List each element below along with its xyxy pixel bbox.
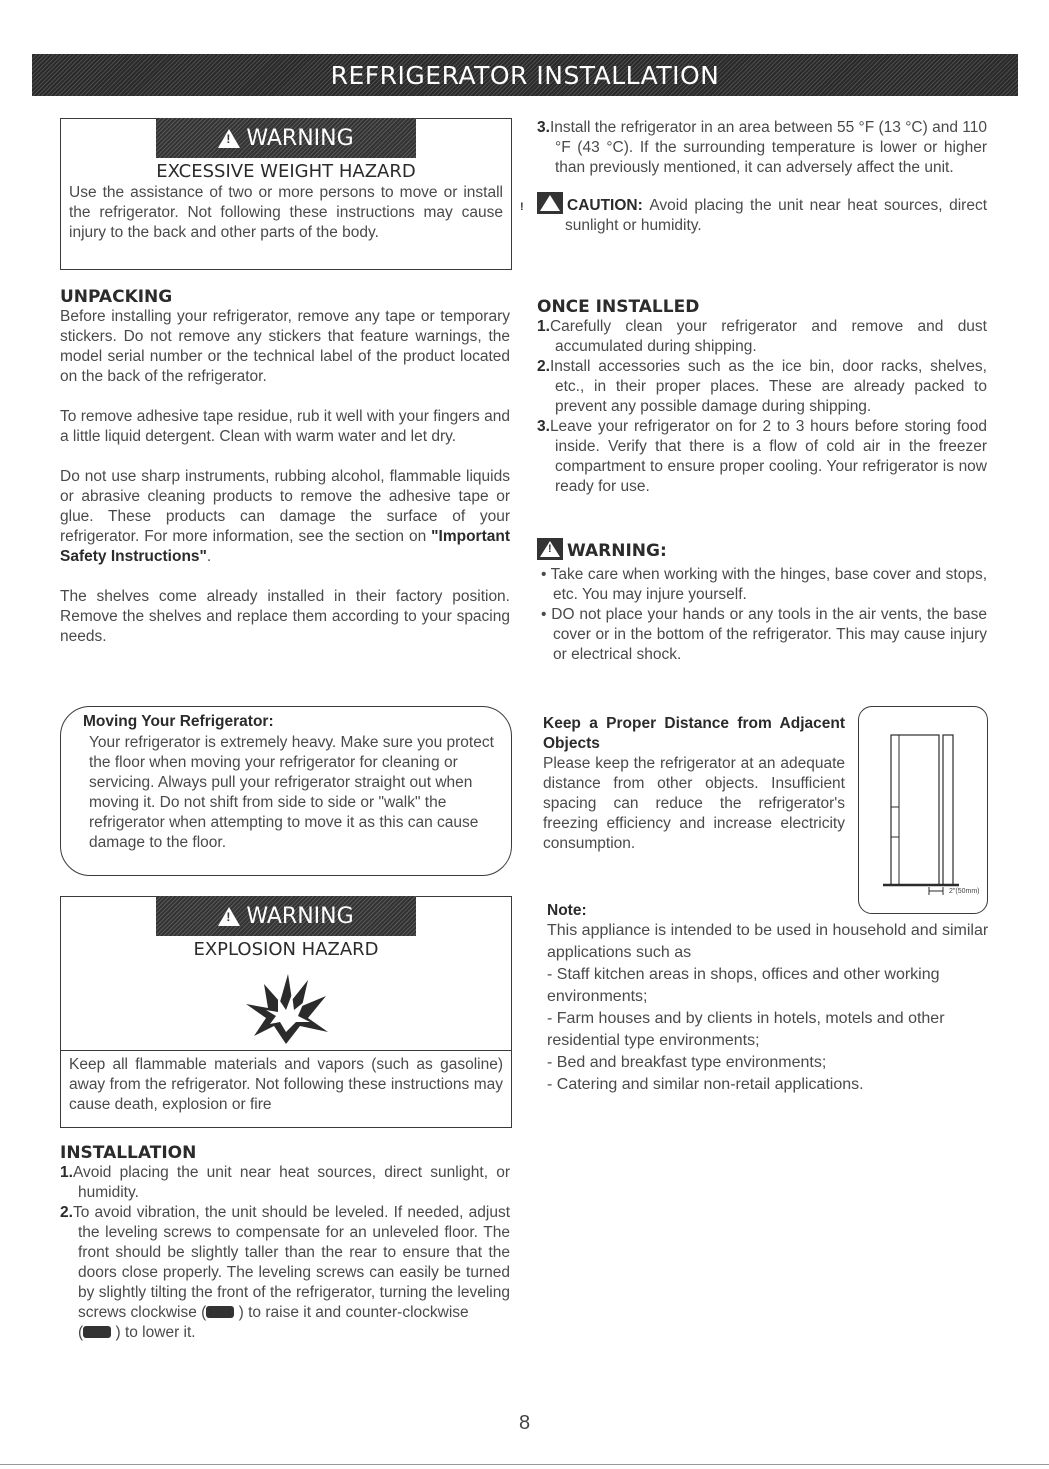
warning-text: Use the assistance of two or more persons to move or install the refrigerator. Not following these instructions may cause injury to the back and other parts of the body.: [69, 184, 503, 241]
counter-clockwise-dial-icon: [83, 1326, 111, 1338]
page-number: 8: [518, 1412, 531, 1434]
once-installed-section: [537, 297, 987, 497]
paragraph: To remove adhesive tape residue, rub it well with your fingers and a little liquid detergent. Clean with warm water and let dry.: [60, 408, 510, 445]
distance-section: [543, 714, 845, 854]
bottom-rule: [0, 1464, 1049, 1465]
unpacking-section: [60, 287, 510, 647]
bullet-item: • Take care when working with the hinges, base cover and stops, etc. You may injure yourself.: [541, 566, 988, 603]
refrigerator-clearance-icon: [859, 707, 987, 913]
item-number: 2.: [537, 358, 550, 375]
page-banner: [32, 54, 1018, 96]
paragraph-end: .: [206, 548, 212, 565]
note-item: - Bed and breakfast type environments;: [547, 1054, 827, 1071]
section-heading: INSTALLATION: [60, 1143, 197, 1163]
item-text: Carefully clean your refrigerator and remove and dust accumulated during shipping.: [549, 318, 987, 355]
list-item: [60, 1203, 510, 1343]
hinge-warning-section: [537, 538, 987, 665]
paragraph: Before installing your refrigerator, remove any tape or temporary stickers. Do not remove any stickers that feature warnings, the model serial number or the technical label of the product located on the back of the refrigerator.: [60, 308, 510, 385]
distance-title: Keep a Proper Distance from Adjacent Objects: [543, 715, 845, 752]
banner-title: REFRIGERATOR INSTALLATION: [330, 60, 720, 90]
warning-icon: [537, 538, 563, 560]
bullet-text: Take care when working with the hinges, base cover and stops, etc. You may injure yourself.: [550, 566, 988, 603]
note-title: Note:: [547, 902, 587, 919]
hazard-title: EXCESSIVE WEIGHT HAZARD: [156, 161, 416, 182]
item-text: Avoid placing the unit near heat sources, direct sunlight, or humidity.: [72, 1164, 510, 1201]
explosion-icon: [236, 966, 336, 1046]
clearance-diagram: [858, 706, 988, 914]
warning-header: [156, 118, 416, 158]
item-number: 3.: [537, 418, 550, 435]
item-number: 2.: [60, 1204, 73, 1221]
warning-triangle-icon: [218, 907, 240, 926]
item-number: 3.: [537, 119, 550, 136]
item-text-end: ) to lower it.: [115, 1324, 196, 1341]
paragraph-text: Do not use sharp instruments, rubbing alcohol, flammable liquids or abrasive cleaning products to remove the adhesive tape or glue. These products can damage the surface of your refrigerator. For more information, see the section on: [60, 468, 510, 545]
install-temperature-item: [537, 118, 987, 236]
note-item: - Farm houses and by clients in hotels, motels and other residential type environments;: [547, 1010, 945, 1049]
list-item: [537, 417, 987, 497]
clockwise-dial-icon: [206, 1306, 234, 1318]
note-item: - Staff kitchen areas in shops, offices and other working environments;: [547, 966, 940, 1005]
item-number: 1.: [60, 1164, 73, 1181]
warning-label: WARNING: [246, 903, 354, 929]
section-reference: "Important Safety Instructions": [60, 528, 510, 565]
explosion-warning-box: [60, 896, 512, 1128]
bullet-text: DO not place your hands or any tools in the air vents, the base cover or in the bottom of the refrigerator. This may cause injury or electrical shock.: [551, 606, 987, 663]
list-item: [60, 1163, 510, 1203]
caution-icon: [537, 192, 563, 214]
warning-triangle-icon: [218, 129, 240, 148]
caution-label: CAUTION:: [567, 197, 643, 214]
item-text: Install the refrigerator in an area between 55 °F (13 °C) and 110 °F (43 °C). If the surrounding temperature is lower or higher than previously mentioned, it can adversely affect the unit.: [549, 119, 987, 176]
warning-header: [156, 896, 416, 936]
item-text: To avoid vibration, the unit should be leveled. If needed, adjust the leveling screws to compensate for an unleveled floor. The front should be slightly taller than the rear to ensure that the doors close properly. The leveling screws can easily be turned by slightly tilting the front of the refrigerator, turning the leveling screws clockwise (: [72, 1204, 510, 1321]
warning-heading: [537, 538, 987, 561]
bullet-item: • DO not place your hands or any tools in the air vents, the base cover or in the bottom of the refrigerator. This may cause injury or electrical shock.: [541, 606, 987, 663]
list-item: [537, 357, 987, 417]
caution-note: [537, 192, 987, 236]
list-item: [537, 118, 987, 178]
note-section: [547, 902, 997, 1096]
warning-label: WARNING: [246, 125, 354, 151]
installation-section: [60, 1143, 510, 1343]
section-heading: ONCE INSTALLED: [537, 297, 700, 317]
paragraph: [60, 467, 510, 567]
caution-text: Avoid placing the unit near heat sources, direct sunlight or humidity.: [565, 197, 988, 234]
moving-text: Your refrigerator is extremely heavy. Make sure you protect the floor when moving your refrigerator for cleaning or servicing. Always pull your refrigerator straight out when moving it. Do not shift from side to side or "walk" the refrigerator when attempting to move it as this can cause damage to the floor.: [89, 734, 494, 851]
clearance-label: 2"(50mm): [949, 888, 980, 895]
warning-label: WARNING:: [567, 541, 667, 561]
item-text-pre: (: [78, 1324, 84, 1341]
item-text: Leave your refrigerator on for 2 to 3 hours before storing food inside. Verify that there is a flow of cold air in the freezer compartment to ensure proper cooling. Your refrigerator is now ready for use.: [549, 418, 987, 495]
section-heading: UNPACKING: [60, 287, 173, 307]
note-item: - Catering and similar non-retail applications.: [547, 1076, 864, 1093]
list-item: [537, 317, 987, 357]
paragraph: The shelves come already installed in their factory position. Remove the shelves and replace them according to your spacing needs.: [60, 588, 510, 645]
hazard-title: EXPLOSION HAZARD: [193, 939, 379, 960]
distance-text: Please keep the refrigerator at an adequate distance from other objects. Insufficient spacing can reduce the refrigerator's freezing efficiency and increase electricity consumption.: [543, 755, 845, 852]
warning-text: Keep all flammable materials and vapors (such as gasoline) away from the refrigerator. Not following these instructions may cause death, explosion or fire: [69, 1056, 503, 1113]
moving-title: Moving Your Refrigerator:: [83, 713, 274, 730]
item-text-mid: ) to raise it and counter-clockwise: [238, 1304, 469, 1321]
item-text: Install accessories such as the ice bin, door racks, shelves, etc., in their proper places. These are already packed to prevent any possible damage during shipping.: [549, 358, 987, 415]
item-number: 1.: [537, 318, 550, 335]
moving-note-box: [60, 706, 512, 876]
note-intro: This appliance is intended to be used in household and similar applications such as: [547, 922, 989, 961]
weight-warning-box: [60, 118, 512, 270]
